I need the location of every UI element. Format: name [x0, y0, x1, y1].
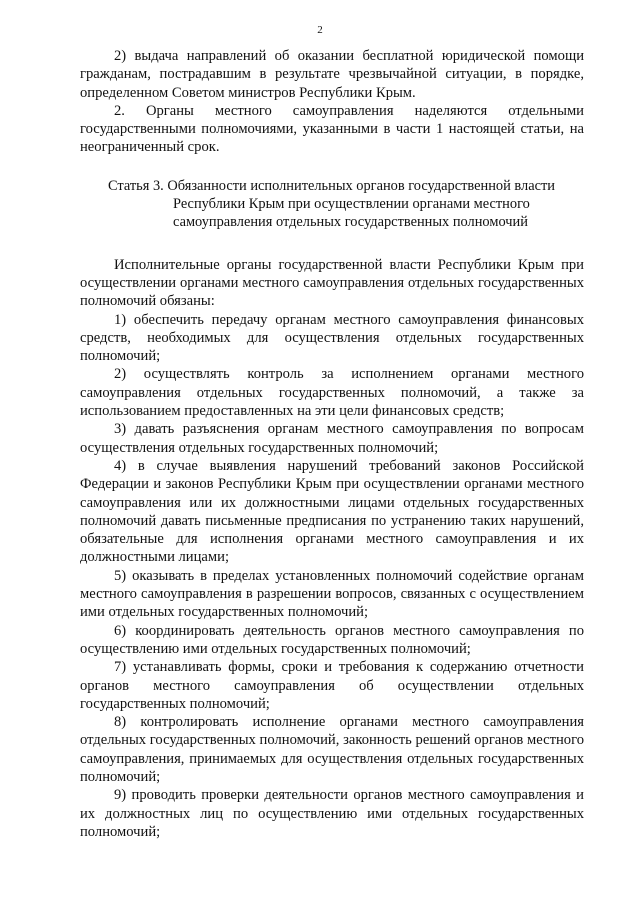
- list-item: 9) проводить проверки деятельности органов местного самоуправления и их должностных лиц по осуществлению ими отдельных государственных полномочий;: [80, 787, 584, 840]
- list-item: 7) устанавливать формы, сроки и требования к содержанию отчетности органов местного самоуправления об осуществлении отдельных государственных полномочий;: [80, 659, 584, 712]
- page-number: 2: [317, 24, 323, 36]
- article-heading: Статья 3. Обязанности исполнительных органов государственной власти Республики Крым при осуществлении органами местного самоуправления отдельных государственных полномочий: [108, 177, 555, 231]
- list-item: 8) контролировать исполнение органами местного самоуправления отдельных государственных полномочий, законность решений органов местного самоуправления, принимаемых для осуществления отдельных государственных полномочий;: [80, 714, 584, 785]
- list-item: 5) оказывать в пределах установленных полномочий содействие органам местного самоуправления в разрешении вопросов, связанных с осуществлением ими отдельных государственных полномочий;: [80, 567, 584, 621]
- document-body: [80, 47, 584, 841]
- list-item: 2) осуществлять контроль за исполнением органами местного самоуправления отдельных государственных полномочий, а также за использованием предоставленных на эти цели финансовых средств;: [80, 366, 584, 420]
- list-item: 4) в случае выявления нарушений требований законов Российской Федерации и законов Республики Крым при осуществлении органами местного самоуправления или их должностными лицами отдельных государственных полномочий давать письменные предписания по устранению таких нарушений, обязательные для исполнения органами местного самоуправления и их должностными лицами;: [80, 457, 584, 566]
- list-item: 1) обеспечить передачу органам местного самоуправления финансовых средств, необходимых для осуществления отдельных государственных полномочий;: [80, 311, 584, 365]
- article-intro: Исполнительные органы государственной власти Республики Крым при осуществлении органами местного самоуправления отдельных государственных полномочий обязаны:: [80, 256, 584, 310]
- paragraph-item-2: 2) выдача направлений об оказании бесплатной юридической помощи гражданам, пострадавшим в результате чрезвычайной ситуации, в порядке, определенном Советом министров Республики Крым.: [80, 48, 584, 101]
- list-item: 3) давать разъяснения органам местного самоуправления по вопросам осуществления отдельных государственных полномочий;: [80, 421, 584, 456]
- paragraph-part-2: 2. Органы местного самоуправления наделяются отдельными государственными полномочиями, указанными в части 1 настоящей статьи, на неограниченный срок.: [80, 102, 584, 156]
- list-item: 6) координировать деятельность органов местного самоуправления по осуществлению ими отдельных государственных полномочий;: [80, 622, 584, 657]
